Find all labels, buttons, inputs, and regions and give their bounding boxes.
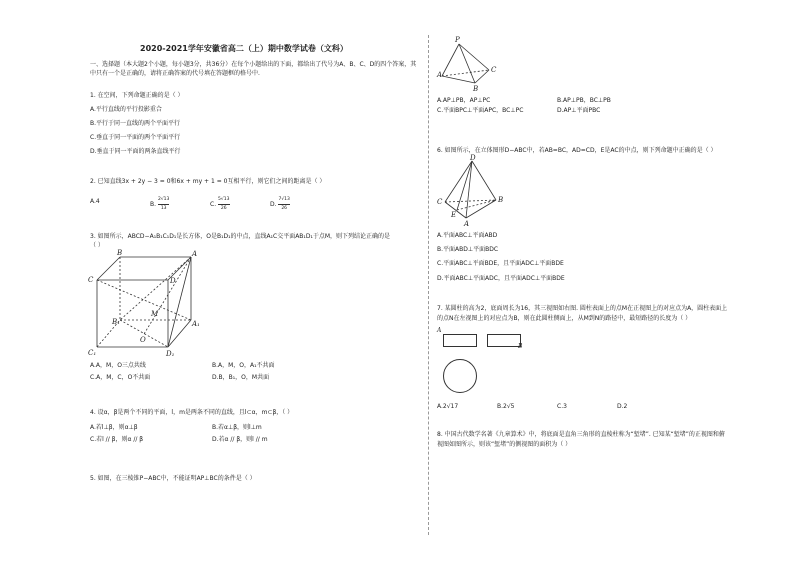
q4-option-c: C.若l // β，则α // β (90, 436, 144, 443)
section-intro: 一、选择题（本大题2个小题，每小题3分，共36分）在每个小题给出的下面，都给出了代号为A、B、C、D的四个答案，其中只有一个是正确的，请将正确答案的代号填在答题框的格号中. (90, 61, 417, 77)
q7-option-a: A.2√17 (437, 403, 459, 410)
q6-tetrahedron-figure (437, 155, 507, 227)
q7-option-b: B.2√5 (497, 403, 515, 410)
q3-label-b1: B₁ (112, 318, 120, 326)
q5-pyramid-figure (437, 37, 502, 94)
q1-option-c: C.垂直于同一平面的两个平面平行 (90, 134, 181, 141)
q5-stem: 5. 如图，在三棱锥P−ABC中，不能证明AP⊥BC的条件是（ ） (90, 475, 256, 482)
q7-front-view (443, 334, 477, 347)
q2-d-numerator: 7√13 (278, 196, 289, 205)
q2-option-b (150, 196, 169, 213)
q7-top-view-circle (443, 359, 477, 393)
q7-label-a: A (437, 327, 442, 334)
q7-side-view (487, 334, 521, 347)
q3-label-a: A (192, 250, 198, 258)
q1-stem: 1. 在空间，下列命题正确的是（ ） (90, 92, 184, 99)
q7-option-c: C.3 (557, 403, 567, 410)
q3-label-o: O (140, 336, 146, 344)
q3-option-c: C.A，M，C，O不共面 (90, 374, 151, 381)
q7-option-d: D.2 (617, 403, 628, 410)
q2-option-a: A.4 (90, 198, 100, 205)
q2-option-c (210, 196, 230, 213)
q4-stem: 4. 设α，β是两个不同的平面，l，m是两条不同的直线，且l⊂α，m⊂β，（ ） (90, 409, 294, 416)
q6-option-c: C.平面ABC⊥平面BDE，且平面ADC⊥平面BDE (437, 260, 564, 267)
q6-stem: 6. 如图所示，在立体图形D−ABC中，若AB=BC，AD=CD，E是AC的中点，则下列命题中正确的是（ ） (437, 147, 717, 154)
q3-label-c: C (88, 276, 94, 284)
q2-option-d (270, 196, 290, 213)
q2-option-d-label: D. (270, 201, 277, 208)
q2-d-denominator: 26 (281, 206, 288, 211)
q6-label-a: A (464, 220, 470, 228)
q1-option-a: A.平行直线的平行投影重合 (90, 106, 162, 113)
q3-cuboid-figure (88, 250, 208, 358)
q2-c-numerator: 5√13 (218, 196, 229, 205)
q5-label-b: B (473, 85, 479, 93)
q7-stem-line1: 7. 某圆柱的高为2，底面周长为16，其三视图如右图. 圆柱表面上的点M在正视图上的对应点为A，圆柱表面上 (437, 305, 728, 312)
q2-option-c-fraction (218, 196, 229, 213)
q6-label-b: B (498, 196, 504, 204)
q6-option-b: B.平面ABD⊥平面BDC (437, 246, 499, 253)
q1-option-d: D.垂直于同一平面的两条直线平行 (90, 148, 181, 155)
q8-stem-line1: 8. 中国古代数学名著《九章算术》中，将底面是直角三角形的直棱柱称为“堑堵”. 已知某“堑堵”的正视图和俯 (437, 431, 725, 438)
page-title: 2020-2021学年安徽省高二（上）期中数学试卷（文科） (140, 44, 348, 53)
q4-option-b: B.若α⊥β，则l⊥m (212, 424, 262, 431)
q6-option-d: D.平面ABC⊥平面ADC，且平面ADC⊥平面BDE (437, 275, 565, 282)
q3-label-c1: C₁ (88, 349, 97, 357)
q3-label-b: B (117, 249, 123, 257)
q3-stem-paren: （ ） (90, 242, 104, 249)
q6-label-e: E (451, 211, 457, 219)
column-divider (428, 35, 429, 535)
q6-label-d: D (470, 154, 476, 162)
q2-option-b-label: B. (150, 201, 157, 208)
q1-option-b: B.平行于同一直线的两个平面平行 (90, 120, 181, 127)
q3-stem: 3. 如图所示，ABCD−A₁B₁C₁D₁是长方体，O是B₁D₁的中点，直线A₁C交平面AB₁D₁于点M，则下列结论正确的是 (90, 233, 391, 240)
q3-label-m: M (151, 310, 159, 318)
q3-label-d: D (170, 277, 176, 285)
q2-c-denominator: 26 (220, 206, 227, 211)
q8-stem-line2: 视图如图所示，则该“堑堵”的侧视图的面积为（ ） (437, 441, 572, 448)
q5-label-a: A (437, 71, 443, 79)
q6-label-c: C (437, 198, 443, 206)
q7-label-b: B (518, 343, 523, 350)
q5-option-c: C.平面BPC⊥平面APC，BC⊥PC (437, 107, 524, 114)
q3-option-a: A.A，M，O三点共线 (90, 362, 146, 369)
q2-option-b-fraction (158, 196, 169, 213)
q6-option-a: A.平面ABC⊥平面ABD (437, 232, 498, 239)
q5-option-b: B.AP⊥PB，BC⊥PB (557, 97, 611, 104)
q3-option-b: B.A，M，O，A₁不共面 (212, 362, 275, 369)
q3-label-d1: D₁ (166, 350, 175, 358)
q5-option-a: A.AP⊥PB，AP⊥PC (437, 97, 491, 104)
q2-option-d-fraction (278, 196, 289, 213)
q2-b-numerator: 2√13 (158, 196, 169, 205)
q3-option-d: D.B，B₁，O，M共面 (212, 374, 270, 381)
q4-option-d: D.若α // β，则l // m (212, 436, 268, 443)
q5-option-d: D.AP⊥平面PBC (557, 107, 601, 114)
q2-option-c-label: C. (210, 201, 217, 208)
q2-stem: 2. 已知直线3x + 2y − 3 = 0和6x + my + 1 = 0互相平行，则它们之间的距离是（ ） (90, 178, 326, 185)
q7-stem-line2: 的点N在左视图上的对应点为B，则在此圆柱侧面上，从M到N的路径中，最短路径的长度为（ ） (437, 315, 692, 322)
q4-option-a: A.若l⊥β，则α⊥β (90, 424, 138, 431)
q3-label-a1: A₁ (192, 320, 200, 328)
q5-label-p: P (455, 36, 460, 44)
q2-b-denominator: 13 (160, 206, 167, 211)
q5-label-c: C (491, 66, 497, 74)
